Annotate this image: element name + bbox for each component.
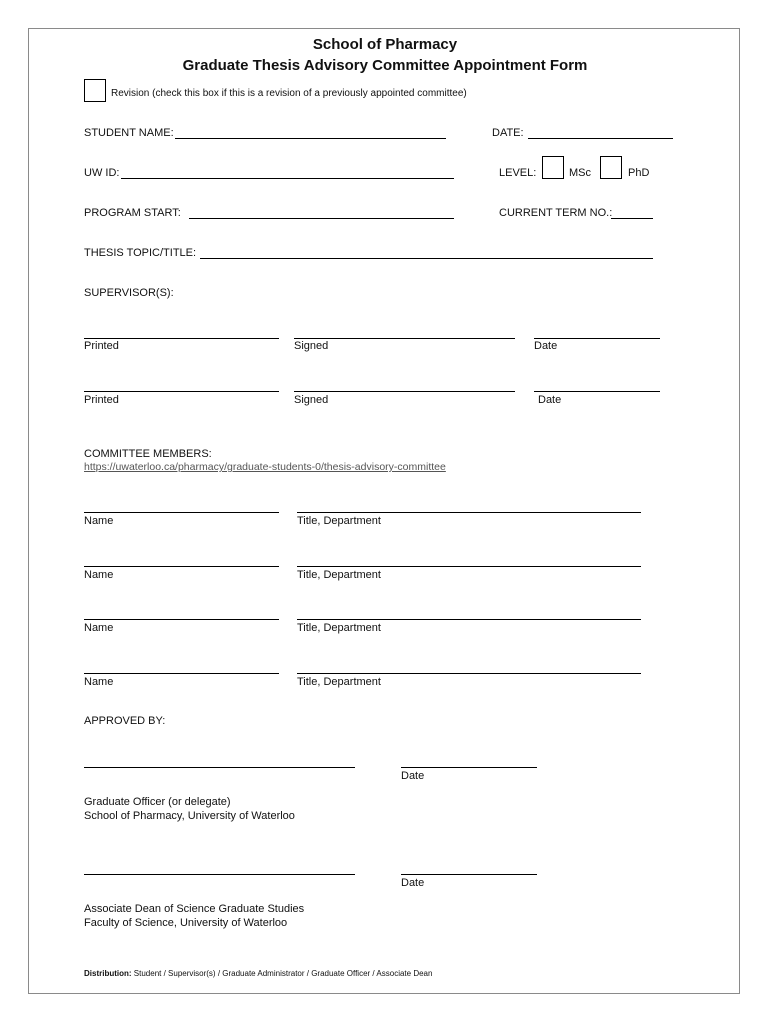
- associate-dean-date-label: Date: [401, 877, 425, 889]
- supervisor-1-signed-field[interactable]: [294, 338, 515, 339]
- thesis-title-label: THESIS TOPIC/TITLE:: [84, 247, 197, 259]
- committee-link[interactable]: https://uwaterloo.ca/pharmacy/graduate-students-0/thesis-advisory-committee: [84, 461, 446, 473]
- revision-label: Revision (check this box if this is a revision of a previously appointed committee): [111, 88, 467, 99]
- distribution-line: [84, 969, 432, 978]
- phd-checkbox[interactable]: [600, 156, 622, 179]
- committee-3-name-label: Name: [84, 622, 114, 634]
- graduate-officer-date-label: Date: [401, 770, 425, 782]
- committee-3-title-label: Title, Department: [297, 622, 381, 634]
- msc-checkbox[interactable]: [542, 156, 564, 179]
- student-name-field[interactable]: [175, 138, 446, 139]
- supervisor-1-date-field[interactable]: [534, 338, 660, 339]
- supervisor-2-signed-field[interactable]: [294, 391, 515, 392]
- form-title: Graduate Thesis Advisory Committee Appointment Form: [182, 57, 588, 74]
- distribution-label: Distribution:: [84, 969, 132, 978]
- committee-4-title-label: Title, Department: [297, 676, 381, 688]
- committee-4-title-field[interactable]: [297, 673, 641, 674]
- committee-1-name-field[interactable]: [84, 512, 279, 513]
- committee-1-name-label: Name: [84, 515, 114, 527]
- current-term-field[interactable]: [611, 218, 653, 219]
- thesis-title-field[interactable]: [200, 258, 653, 259]
- supervisor-2-printed-label: Printed: [84, 394, 119, 406]
- supervisors-heading: SUPERVISOR(S):: [84, 287, 174, 299]
- date-field[interactable]: [528, 138, 673, 139]
- approved-by-heading: APPROVED BY:: [84, 715, 166, 727]
- committee-4-name-field[interactable]: [84, 673, 279, 674]
- school-title: School of Pharmacy: [312, 36, 458, 53]
- committee-2-title-field[interactable]: [297, 566, 641, 567]
- supervisor-2-date-field[interactable]: [534, 391, 660, 392]
- phd-label: PhD: [628, 167, 650, 179]
- distribution-text: Student / Supervisor(s) / Graduate Administrator / Graduate Officer / Associate Dean: [133, 969, 433, 978]
- associate-dean-date-field[interactable]: [401, 874, 537, 875]
- committee-2-name-label: Name: [84, 569, 114, 581]
- supervisor-2-date-label: Date: [538, 394, 562, 406]
- supervisor-1-printed-field[interactable]: [84, 338, 279, 339]
- graduate-officer-title: Graduate Officer (or delegate): [84, 796, 231, 808]
- committee-3-title-field[interactable]: [297, 619, 641, 620]
- supervisor-2-printed-field[interactable]: [84, 391, 279, 392]
- current-term-label: CURRENT TERM NO.:: [499, 207, 613, 219]
- uwid-field[interactable]: [121, 178, 454, 179]
- graduate-officer-affiliation: School of Pharmacy, University of Waterloo: [84, 810, 295, 822]
- student-name-label: STUDENT NAME:: [84, 127, 174, 139]
- program-start-label: PROGRAM START:: [84, 207, 181, 219]
- associate-dean-title: Associate Dean of Science Graduate Studies: [84, 903, 305, 915]
- supervisor-1-printed-label: Printed: [84, 340, 119, 352]
- committee-4-name-label: Name: [84, 676, 114, 688]
- supervisor-1-date-label: Date: [534, 340, 558, 352]
- committee-2-title-label: Title, Department: [297, 569, 381, 581]
- committee-heading: COMMITTEE MEMBERS:: [84, 448, 212, 460]
- graduate-officer-date-field[interactable]: [401, 767, 537, 768]
- supervisor-1-signed-label: Signed: [294, 340, 329, 352]
- supervisor-2-signed-label: Signed: [294, 394, 329, 406]
- committee-2-name-field[interactable]: [84, 566, 279, 567]
- program-start-field[interactable]: [189, 218, 454, 219]
- associate-dean-signature-field[interactable]: [84, 874, 355, 875]
- revision-checkbox[interactable]: [84, 79, 106, 102]
- committee-1-title-field[interactable]: [297, 512, 641, 513]
- date-label: DATE:: [492, 127, 524, 139]
- associate-dean-affiliation: Faculty of Science, University of Waterloo: [84, 917, 288, 929]
- committee-1-title-label: Title, Department: [297, 515, 381, 527]
- graduate-officer-signature-field[interactable]: [84, 767, 355, 768]
- uwid-label: UW ID:: [84, 167, 120, 179]
- committee-3-name-field[interactable]: [84, 619, 279, 620]
- msc-label: MSc: [569, 167, 591, 179]
- level-label: LEVEL:: [499, 167, 537, 179]
